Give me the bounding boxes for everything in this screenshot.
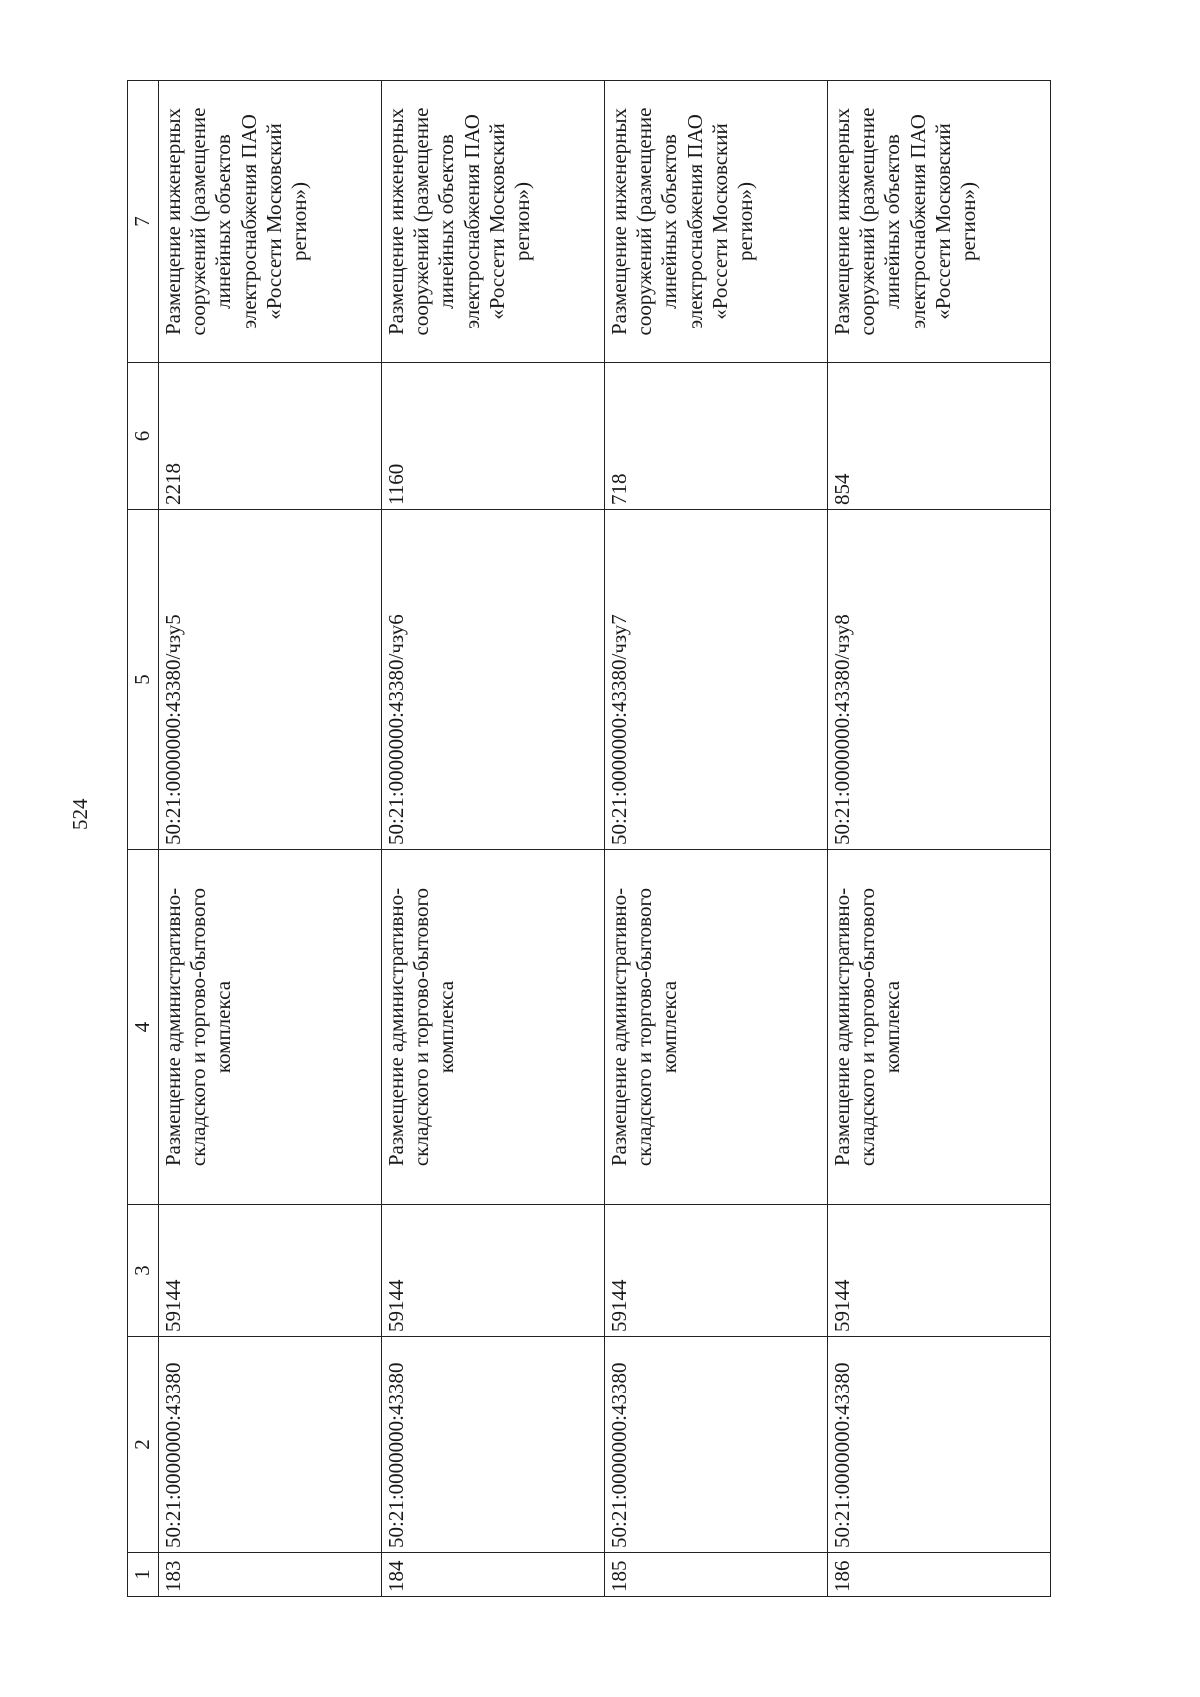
- plot-area: 59144: [159, 1205, 382, 1337]
- permitted-use: Размещение административно-складского и торгово-бытового комплекса: [828, 850, 1051, 1205]
- part-cadastral-id: 50:21:0000000:43380/чзу7: [605, 510, 828, 850]
- header-cell-2: 2: [128, 1337, 159, 1553]
- header-row: [128, 81, 159, 1597]
- part-cadastral-id: 50:21:0000000:43380/чзу6: [382, 510, 605, 850]
- table-row: [828, 81, 1051, 1597]
- row-number: 184: [382, 1553, 605, 1597]
- rotated-table-container: [127, 81, 1051, 1597]
- part-cadastral-id: 50:21:0000000:43380/чзу5: [159, 510, 382, 850]
- permitted-use: Размещение административно-складского и торгово-бытового комплекса: [159, 850, 382, 1205]
- purpose: Размещение инженерных сооружений (размещение линейных объектов электроснабжения ПАО «Россети Московский регион»): [605, 81, 828, 363]
- cadastral-number: 50:21:0000000:43380: [159, 1337, 382, 1553]
- row-number: 183: [159, 1553, 382, 1597]
- part-area: 2218: [159, 363, 382, 510]
- part-area: 1160: [382, 363, 605, 510]
- table-row: [159, 81, 382, 1597]
- header-cell-5: 5: [128, 510, 159, 850]
- header-cell-7: 7: [128, 81, 159, 363]
- header-cell-4: 4: [128, 850, 159, 1205]
- page-number: 524: [68, 798, 92, 830]
- header-cell-6: 6: [128, 363, 159, 510]
- part-area: 854: [828, 363, 1051, 510]
- purpose: Размещение инженерных сооружений (размещение линейных объектов электроснабжения ПАО «Россети Московский регион»): [828, 81, 1051, 363]
- header-cell-3: 3: [128, 1205, 159, 1337]
- cadastral-number: 50:21:0000000:43380: [828, 1337, 1051, 1553]
- table-row: [382, 81, 605, 1597]
- purpose: Размещение инженерных сооружений (размещение линейных объектов электроснабжения ПАО «Россети Московский регион»): [382, 81, 605, 363]
- permitted-use: Размещение административно-складского и торгово-бытового комплекса: [382, 850, 605, 1205]
- plot-area: 59144: [828, 1205, 1051, 1337]
- plot-area: 59144: [382, 1205, 605, 1337]
- plot-area: 59144: [605, 1205, 828, 1337]
- land-plot-table: [127, 80, 1051, 1597]
- part-cadastral-id: 50:21:0000000:43380/чзу8: [828, 510, 1051, 850]
- row-number: 186: [828, 1553, 1051, 1597]
- permitted-use: Размещение административно-складского и торгово-бытового комплекса: [605, 850, 828, 1205]
- cadastral-number: 50:21:0000000:43380: [382, 1337, 605, 1553]
- part-area: 718: [605, 363, 828, 510]
- row-number: 185: [605, 1553, 828, 1597]
- table-row: [605, 81, 828, 1597]
- cadastral-number: 50:21:0000000:43380: [605, 1337, 828, 1553]
- purpose: Размещение инженерных сооружений (размещение линейных объектов электроснабжения ПАО «Россети Московский регион»): [159, 81, 382, 363]
- header-cell-1: 1: [128, 1553, 159, 1597]
